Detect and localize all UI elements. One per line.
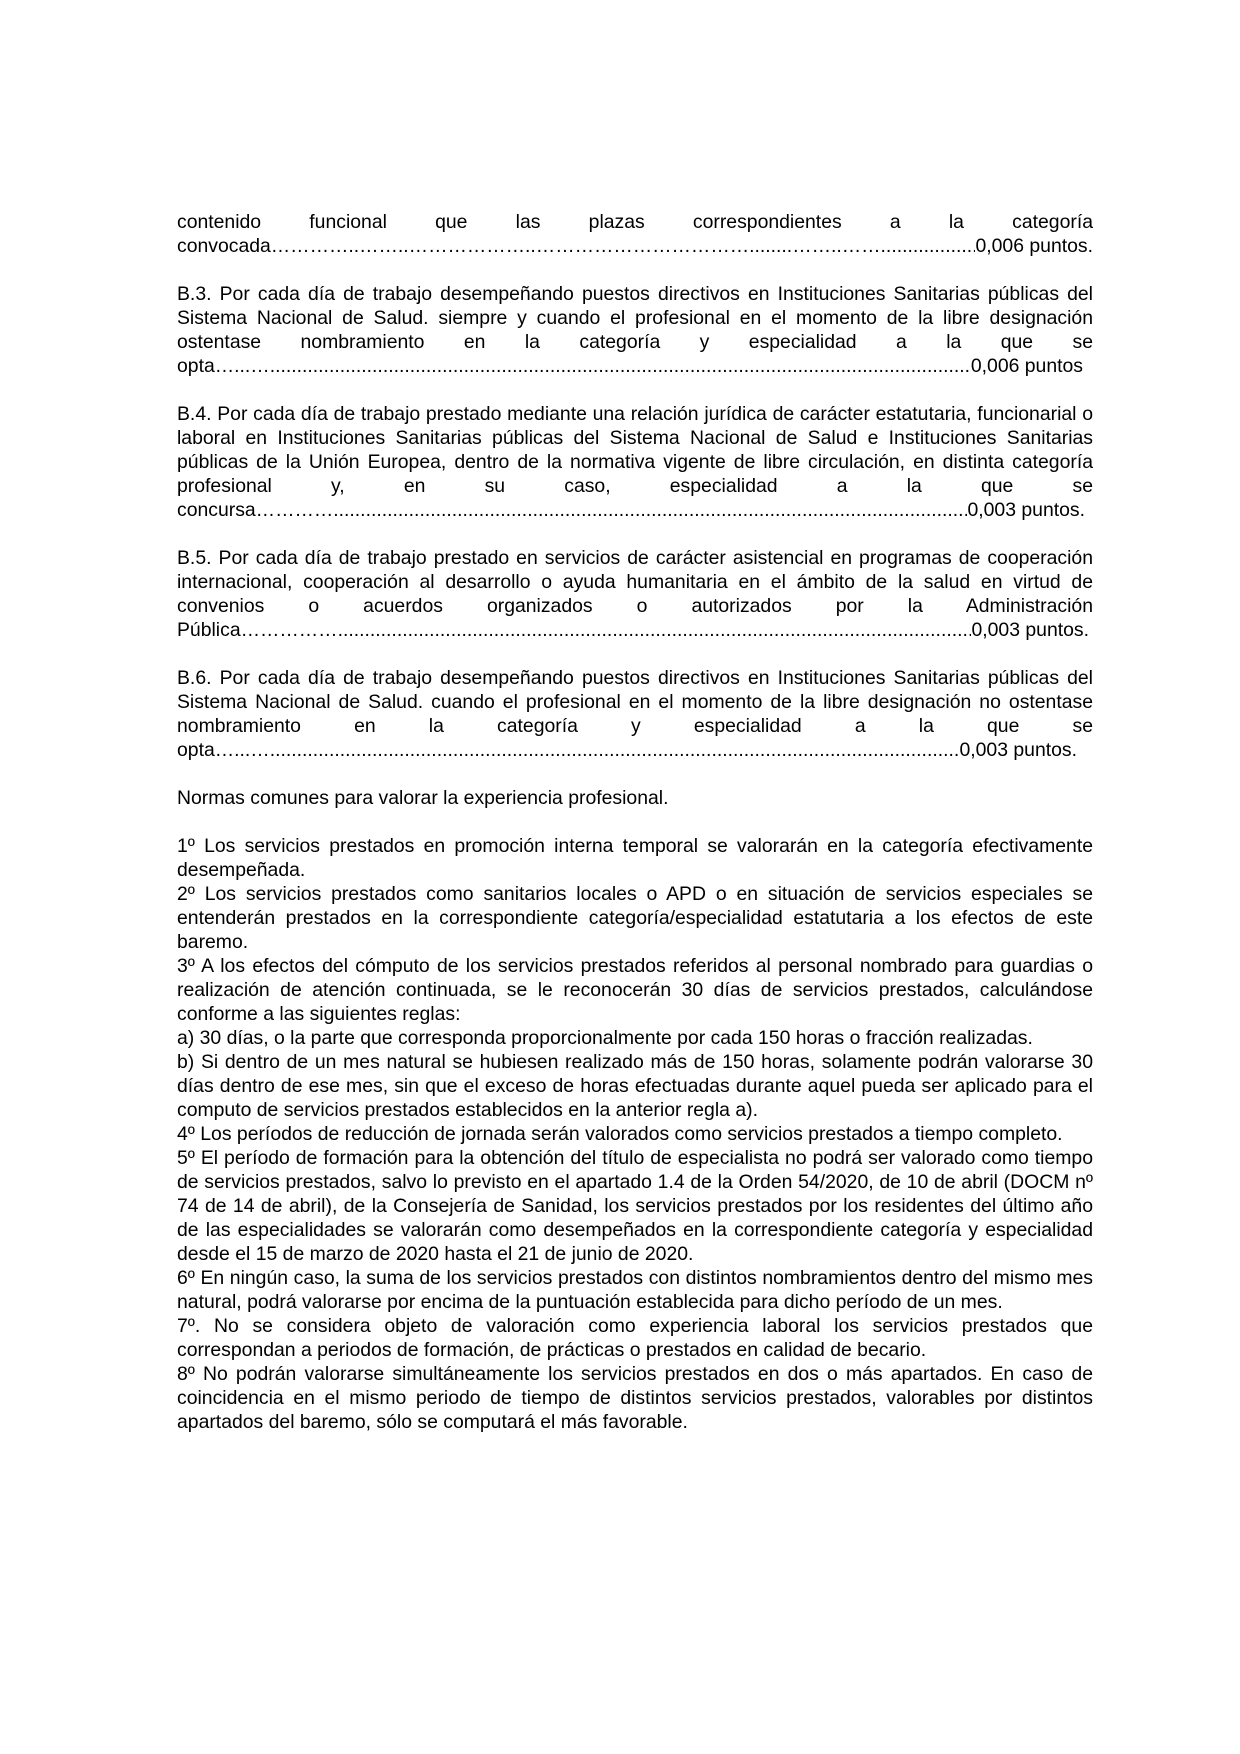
section-b5 bbox=[177, 546, 1093, 642]
section-body: B.3. Por cada día de trabajo desempeñando puestos directivos en Instituciones Sanitarias públicas del Sistema Nacional de Salud. siempre y cuando el profesional en el momento de la libre designación ostentase nombramiento en la categoría y especialidad a la que se bbox=[177, 283, 1093, 353]
norms-heading: Normas comunes para valorar la experiencia profesional. bbox=[177, 787, 669, 809]
section-points: 0,003 puntos. bbox=[959, 739, 1077, 761]
section-lead-text: concursa………… bbox=[177, 499, 334, 521]
section-lead-text: opta…...… bbox=[177, 739, 270, 761]
leader-dots bbox=[338, 618, 972, 642]
section-body: B.6. Por cada día de trabajo desempeñando puestos directivos en Instituciones Sanitarias públicas del Sistema Nacional de Salud. cuando el profesional en el momento de la libre designación no ostentase nombramiento en la categoría y especialidad a la que se bbox=[177, 667, 1093, 737]
section-body: B.5. Por cada día de trabajo prestado en servicios de carácter asistencial en programas de cooperación internacional, cooperación al desarrollo o ayuda humanitaria en el ámbito de la salud en virtud de convenios o acuerdos organizados o autorizados por la Administración bbox=[177, 547, 1093, 617]
norm-item: 4º Los períodos de reducción de jornada serán valorados como servicios prestados a tiempo completo. bbox=[177, 1123, 1063, 1145]
norm-item: 5º El período de formación para la obtención del título de especialista no podrá ser valorado como tiempo de servicios prestados, salvo lo previsto en el apartado 1.4 de la Orden 54/2020, de 10 de abril (DOCM nº 74 de 14 de abril), de la Consejería de Sanidad, los servicios prestados por los residentes del último año de las especialidades se valorarán como desempeñados en la correspondiente categoría y especialidad desde el 15 de marzo de 2020 hasta el 21 de junio de 2020. bbox=[177, 1147, 1093, 1265]
intro-block bbox=[177, 210, 1093, 258]
norm-item: 1º Los servicios prestados en promoción interna temporal se valorarán en la categoría efectivamente desempeñada. bbox=[177, 835, 1093, 881]
section-leader-line bbox=[177, 498, 1093, 522]
leader-dots bbox=[270, 354, 971, 378]
section-b6 bbox=[177, 666, 1093, 762]
norm-item: b) Si dentro de un mes natural se hubiesen realizado más de 150 horas, solamente podrán valorarse 30 días dentro de ese mes, sin que el exceso de horas efectuadas durante aquel pueda ser aplicado para el computo de servicios prestados establecidos en la anterior regla a). bbox=[177, 1051, 1093, 1121]
leader-dots bbox=[881, 234, 976, 258]
section-lead-text: opta…...… bbox=[177, 355, 270, 377]
norm-item: 8º No podrán valorarse simultáneamente los servicios prestados en dos o más apartados. En caso de coincidencia en el mismo periodo de tiempo de distintos servicios prestados, valorables por distintos apartados del baremo, sólo se computará el más favorable. bbox=[177, 1363, 1093, 1433]
section-b4 bbox=[177, 402, 1093, 522]
section-leader-line bbox=[177, 738, 1093, 762]
document-page bbox=[177, 210, 1093, 1434]
norms-list bbox=[177, 834, 1093, 1434]
section-lead-text: Pública…………… bbox=[177, 619, 338, 641]
section-leader-line bbox=[177, 618, 1093, 642]
section-points: 0,003 puntos. bbox=[967, 499, 1085, 521]
section-b3 bbox=[177, 282, 1093, 378]
section-leader-line bbox=[177, 354, 1093, 378]
leader-dots bbox=[333, 498, 967, 522]
norm-item: 7º. No se considera objeto de valoración como experiencia laboral los servicios prestados que correspondan a periodos de formación, de prácticas o prestados en calidad de becario. bbox=[177, 1315, 1093, 1361]
intro-points: 0,006 puntos. bbox=[975, 235, 1093, 257]
norm-item: 2º Los servicios prestados como sanitarios locales o APD o en situación de servicios especiales se entenderán prestados en la correspondiente categoría/especialidad estatutaria a los efectos de este baremo. bbox=[177, 883, 1093, 953]
norm-item: 3º A los efectos del cómputo de los servicios prestados referidos al personal nombrado para guardias o realización de atención continuada, se le reconocerán 30 días de servicios prestados, calculándose conforme a las siguientes reglas: bbox=[177, 955, 1093, 1025]
intro-lead-text: convocada…………..……..………………..……………………………........……..…… bbox=[177, 235, 881, 257]
leader-dots bbox=[270, 738, 960, 762]
section-points: 0,006 puntos bbox=[970, 355, 1083, 377]
section-body: B.4. Por cada día de trabajo prestado mediante una relación jurídica de carácter estatutaria, funcionarial o laboral en Instituciones Sanitarias públicas del Sistema Nacional de Salud e Instituciones Sanitarias públicas de la Unión Europea, dentro de la normativa vigente de libre circulación, en distinta categoría profesional y, en su caso, especialidad a la que se bbox=[177, 403, 1093, 497]
norm-item: 6º En ningún caso, la suma de los servicios prestados con distintos nombramientos dentro del mismo mes natural, podrá valorarse por encima de la puntuación establecida para dicho período de un mes. bbox=[177, 1267, 1093, 1313]
norm-item: a) 30 días, o la parte que corresponda proporcionalmente por cada 150 horas o fracción realizadas. bbox=[177, 1027, 1033, 1049]
intro-leader-line bbox=[177, 234, 1093, 258]
section-points: 0,003 puntos. bbox=[971, 619, 1089, 641]
intro-line: contenido funcional que las plazas correspondientes a la categoría bbox=[177, 211, 1093, 233]
